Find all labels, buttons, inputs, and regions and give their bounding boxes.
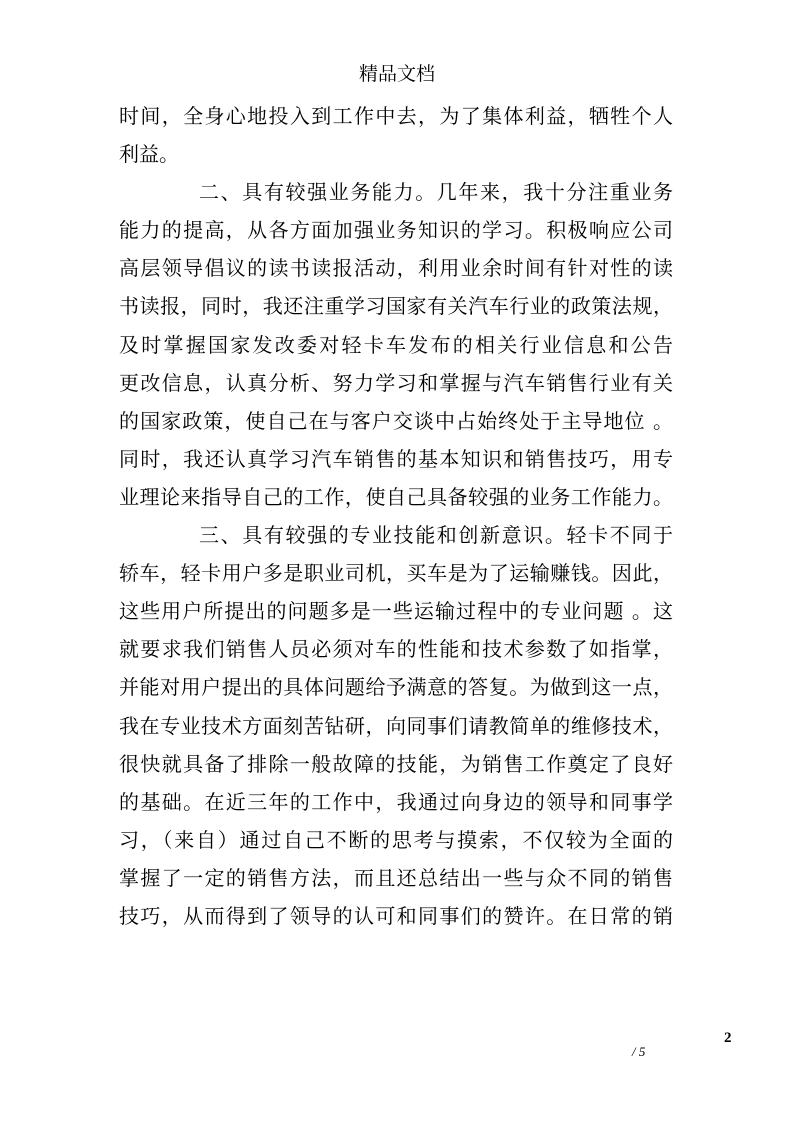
text-line: 就要求我们销售人员必须对车的性能和技术参数了如指掌， [119, 637, 673, 662]
text-line: 及时掌握国家发改委对轻卡车发布的相关行业信息和公告 [119, 332, 673, 357]
text-line: 习，（来自）通过自己不断的思考与摸索，不仅较为全面的 [119, 827, 673, 852]
text-line: 更改信息，认真分析、努力学习和掌握与汽车销售行业有关 [119, 370, 673, 395]
text-line: 并能对用户提出的具体问题给予满意的答复。为做到这一点， [119, 675, 673, 700]
text-line: 的国家政策，使自己在与客户交谈中占始终处于主导地位 。 [119, 408, 673, 433]
text-line: 这些用户所提出的问题多是一些运输过程中的专业问题 。这 [119, 599, 673, 624]
text-line: 技巧，从而得到了领导的认可和同事们的赞许。在日常的销 [119, 903, 673, 928]
page-total: / 5 [632, 1044, 646, 1059]
text-line: 利益。 [119, 142, 179, 167]
text-line: 时间，全身心地投入到工作中去，为了集体利益，牺牲个人 [119, 104, 673, 128]
text-line: 书读报，同时，我还注重学习国家有关汽车行业的政策法规， [119, 294, 673, 319]
text-line: 我在专业技术方面刻苦钻研，向同事们请教简单的维修技术， [119, 713, 673, 738]
document-body [119, 97, 673, 935]
text-line: 高层领导倡议的读书读报活动，利用业余时间有针对性的读 [119, 256, 673, 281]
text-line: 同时，我还认真学习汽车销售的基本知识和销售技巧，用专 [119, 446, 673, 471]
text-line: 掌握了一定的销售方法，而且还总结出一些与众不同的销售 [119, 865, 673, 890]
page-header-title: 精品文档 [358, 63, 435, 85]
text-line: 三、具有较强的专业技能和创新意识。轻卡不同于 [199, 523, 673, 548]
text-line: 二、具有较强业务能力。几年来，我十分注重业务 [199, 180, 673, 205]
text-line: 业理论来指导自己的工作，使自己具备较强的业务工作能力。 [119, 484, 673, 509]
text-line: 很快就具备了排除一般故障的技能，为销售工作奠定了良好 [119, 751, 673, 776]
text-line: 的基础。在近三年的工作中，我通过向身边的领导和同事学 [119, 789, 673, 814]
page-number: 2 [724, 1030, 732, 1046]
text-line: 能力的提高，从各方面加强业务知识的学习。积极响应公司 [119, 218, 673, 243]
text-line: 轿车，轻卡用户多是职业司机，买车是为了运输赚钱。因此， [119, 561, 673, 586]
